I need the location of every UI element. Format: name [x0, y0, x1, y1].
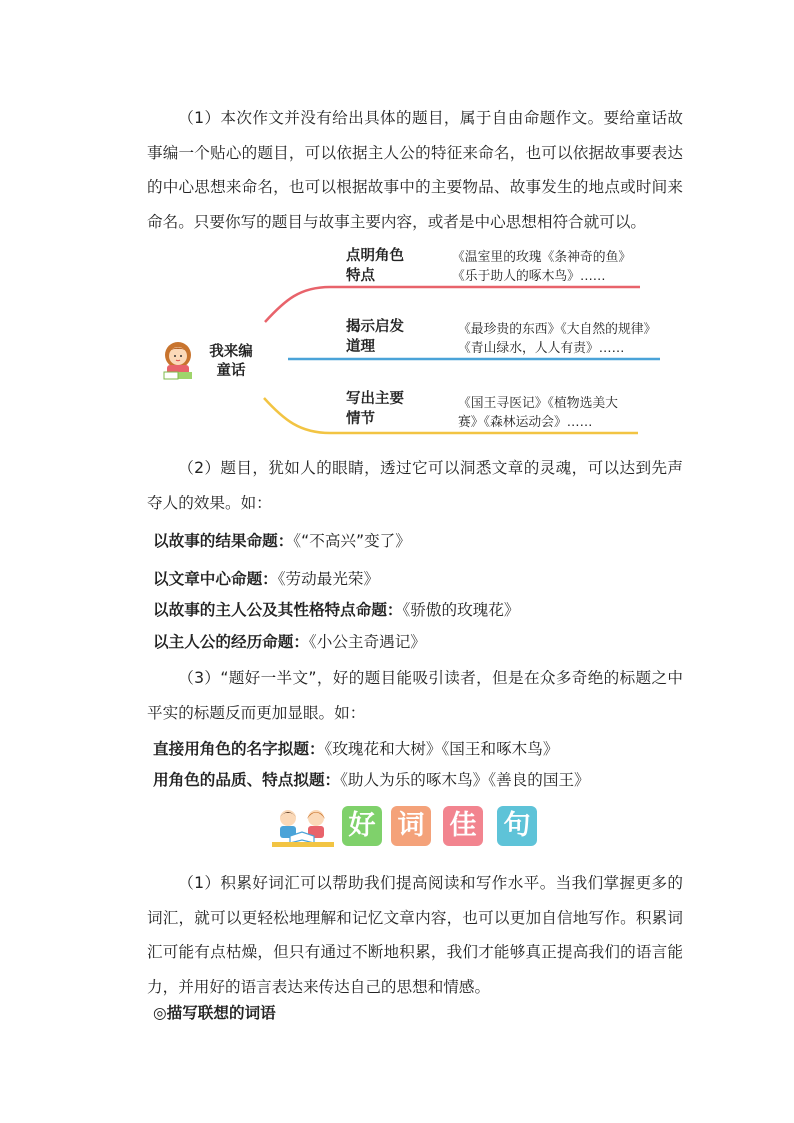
kids-reading-icon [270, 806, 336, 848]
example-label: 以文章中心命题： [153, 570, 278, 588]
branch-label-3: 写出主要情节 [346, 391, 404, 427]
example-label: 直接用角色的名字拟题： [153, 740, 325, 758]
example-line-2 [153, 569, 379, 589]
heading-tile-3: 佳 [443, 806, 483, 846]
section2-paragraph: （2）题目，犹如人的眼睛，透过它可以洞悉文章的灵魂，可以达到先声夺人的效果。如： [147, 459, 683, 512]
example-value: 《玫瑰花和大树》《国王和啄木鸟》 [324, 740, 559, 758]
example-label: 以故事的结果命题： [153, 532, 294, 550]
branch-examples-3: 《国王寻医记》《植物选美大赛》《森林运动会》…… [458, 396, 618, 430]
heading-tile-2: 词 [391, 806, 431, 846]
branch-line-red [265, 287, 640, 322]
mindmap-root: 我来编童话 [209, 344, 253, 379]
example-label: 用角色的品质、特点拟题： [153, 771, 341, 789]
example-line-6 [153, 770, 590, 790]
example-label: 以主人公的经历命题： [153, 633, 309, 651]
example-value: 《助人为乐的啄木鸟》《善良的国王》 [340, 771, 590, 789]
example-value: 《“不高兴”变了》 [293, 532, 411, 550]
vocab-paragraph: （1）积累好词汇可以帮助我们提高阅读和写作水平。当我们掌握更多的词汇，就可以更轻松地理解和记忆文章内容，也可以更加自信地写作。积累词汇可能有点枯燥，但只有通过不断地积累，我们才能够真正提高我们的语言能力，并用好的语言表达来传达自己的思想和情感。 [147, 874, 683, 996]
example-label: 以故事的主人公及其性格特点命题： [153, 601, 403, 619]
example-line-5 [153, 739, 558, 759]
girl-reading-icon [158, 340, 198, 382]
heading-tile-1: 好 [342, 806, 382, 846]
example-value: 《劳动最光荣》 [277, 570, 380, 588]
example-line-3 [153, 600, 519, 620]
branch-examples-1: 《温室里的玫瑰《条神奇的鱼》《乐于助人的啄木鸟》…… [452, 250, 632, 284]
branch-label-1: 点明角色特点 [346, 248, 404, 284]
section3-paragraph: （3）“题好一半文”，好的题目能吸引读者，但是在众多奇绝的标题之中平实的标题反而更加显眼。如： [147, 669, 683, 722]
subheading-text: ◎描写联想的词语 [153, 1004, 276, 1022]
intro-paragraph: （1）本次作文并没有给出具体的题目，属于自由命题作文。要给童话故事编一个贴心的题目，可以依据主人公的特征来命名，也可以依据故事要表达的中心思想来命名，也可以根据故事中的主要物品、故事发生的地点或时间来命名。只要你写的题目与故事主要内容，或者是中心思想相符合就可以。 [147, 109, 683, 231]
example-line-4 [153, 632, 426, 652]
example-line-1 [153, 531, 411, 551]
example-value: 《小公主奇遇记》 [308, 633, 426, 651]
heading-tile-4: 句 [497, 806, 537, 846]
example-value: 《骄傲的玫瑰花》 [402, 601, 520, 619]
branch-label-2: 揭示启发道理 [346, 319, 404, 355]
branch-examples-2: 《最珍贵的东西》《大自然的规律》《青山绿水，人人有责》…… [458, 322, 650, 356]
subheading [153, 1003, 276, 1023]
